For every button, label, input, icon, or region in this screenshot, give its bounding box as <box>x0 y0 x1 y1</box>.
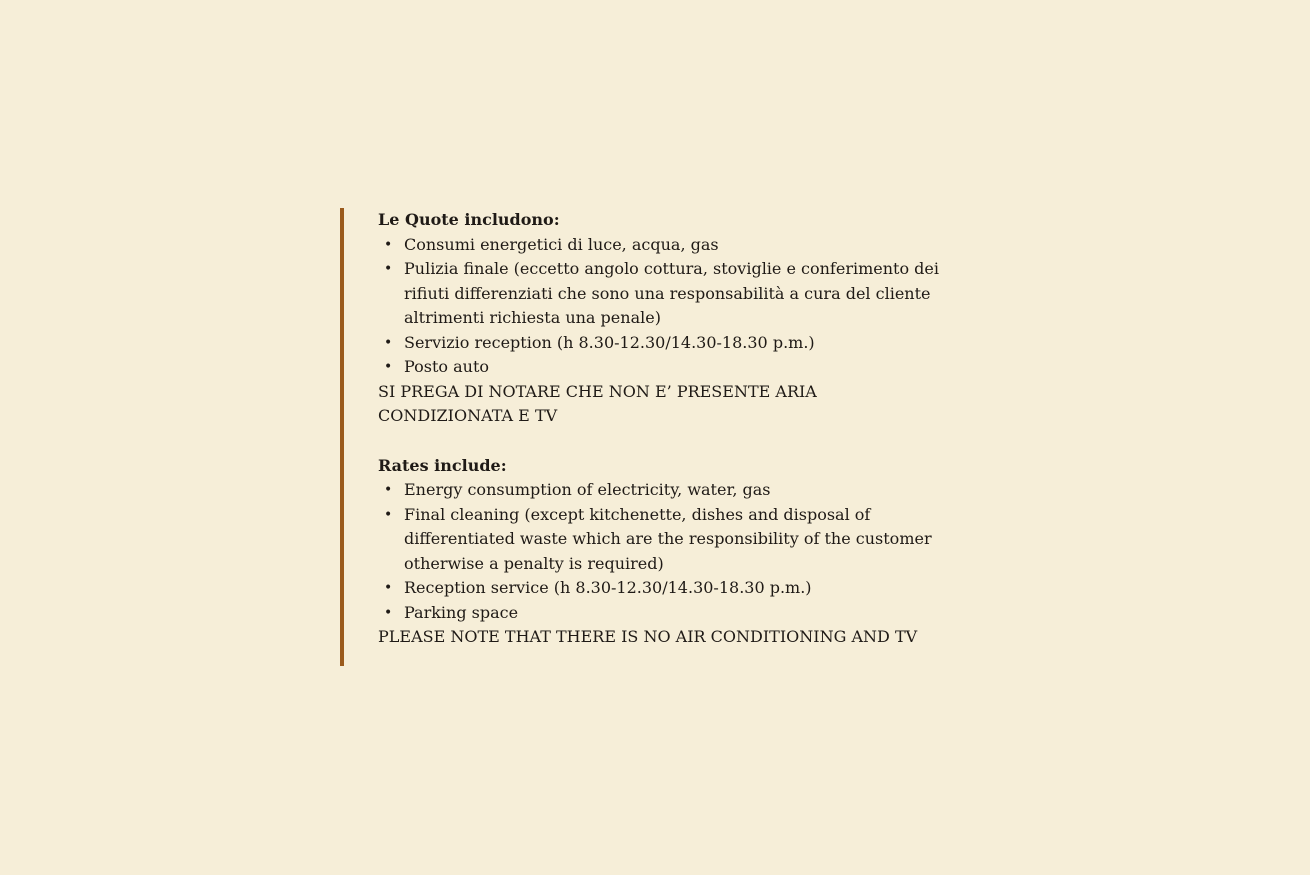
list-item: • Parking space <box>378 601 940 626</box>
list-item: • Posto auto <box>378 355 940 380</box>
list-item: • Energy consumption of electricity, water, gas <box>378 478 940 503</box>
italian-heading: Le Quote includono: <box>378 210 560 229</box>
list-item: • Reception service (h 8.30-12.30/14.30-18.30 p.m.) <box>378 576 940 601</box>
list-item: • Consumi energetici di luce, acqua, gas <box>378 233 940 258</box>
english-list <box>378 478 940 625</box>
list-item: • Servizio reception (h 8.30-12.30/14.30-18.30 p.m.) <box>378 331 940 356</box>
italian-note: SI PREGA DI NOTARE CHE NON E’ PRESENTE ARIA CONDIZIONATA E TV <box>378 381 817 425</box>
english-heading: Rates include: <box>378 455 507 475</box>
section-spacer <box>378 429 940 454</box>
english-note: PLEASE NOTE THAT THERE IS NO AIR CONDITIONING AND TV <box>378 627 918 646</box>
list-item: • Final cleaning (except kitchenette, dishes and disposal of differentiated waste which are the responsibility of the customer otherwise a penalty is required) <box>378 503 940 577</box>
list-item: • Pulizia finale (eccetto angolo cottura, stoviglie e conferimento dei rifiuti differenziati che sono una responsabilità a cura del cliente altrimenti richiesta una penale) <box>378 257 940 331</box>
rates-info-block <box>340 208 940 666</box>
italian-list <box>378 233 940 380</box>
